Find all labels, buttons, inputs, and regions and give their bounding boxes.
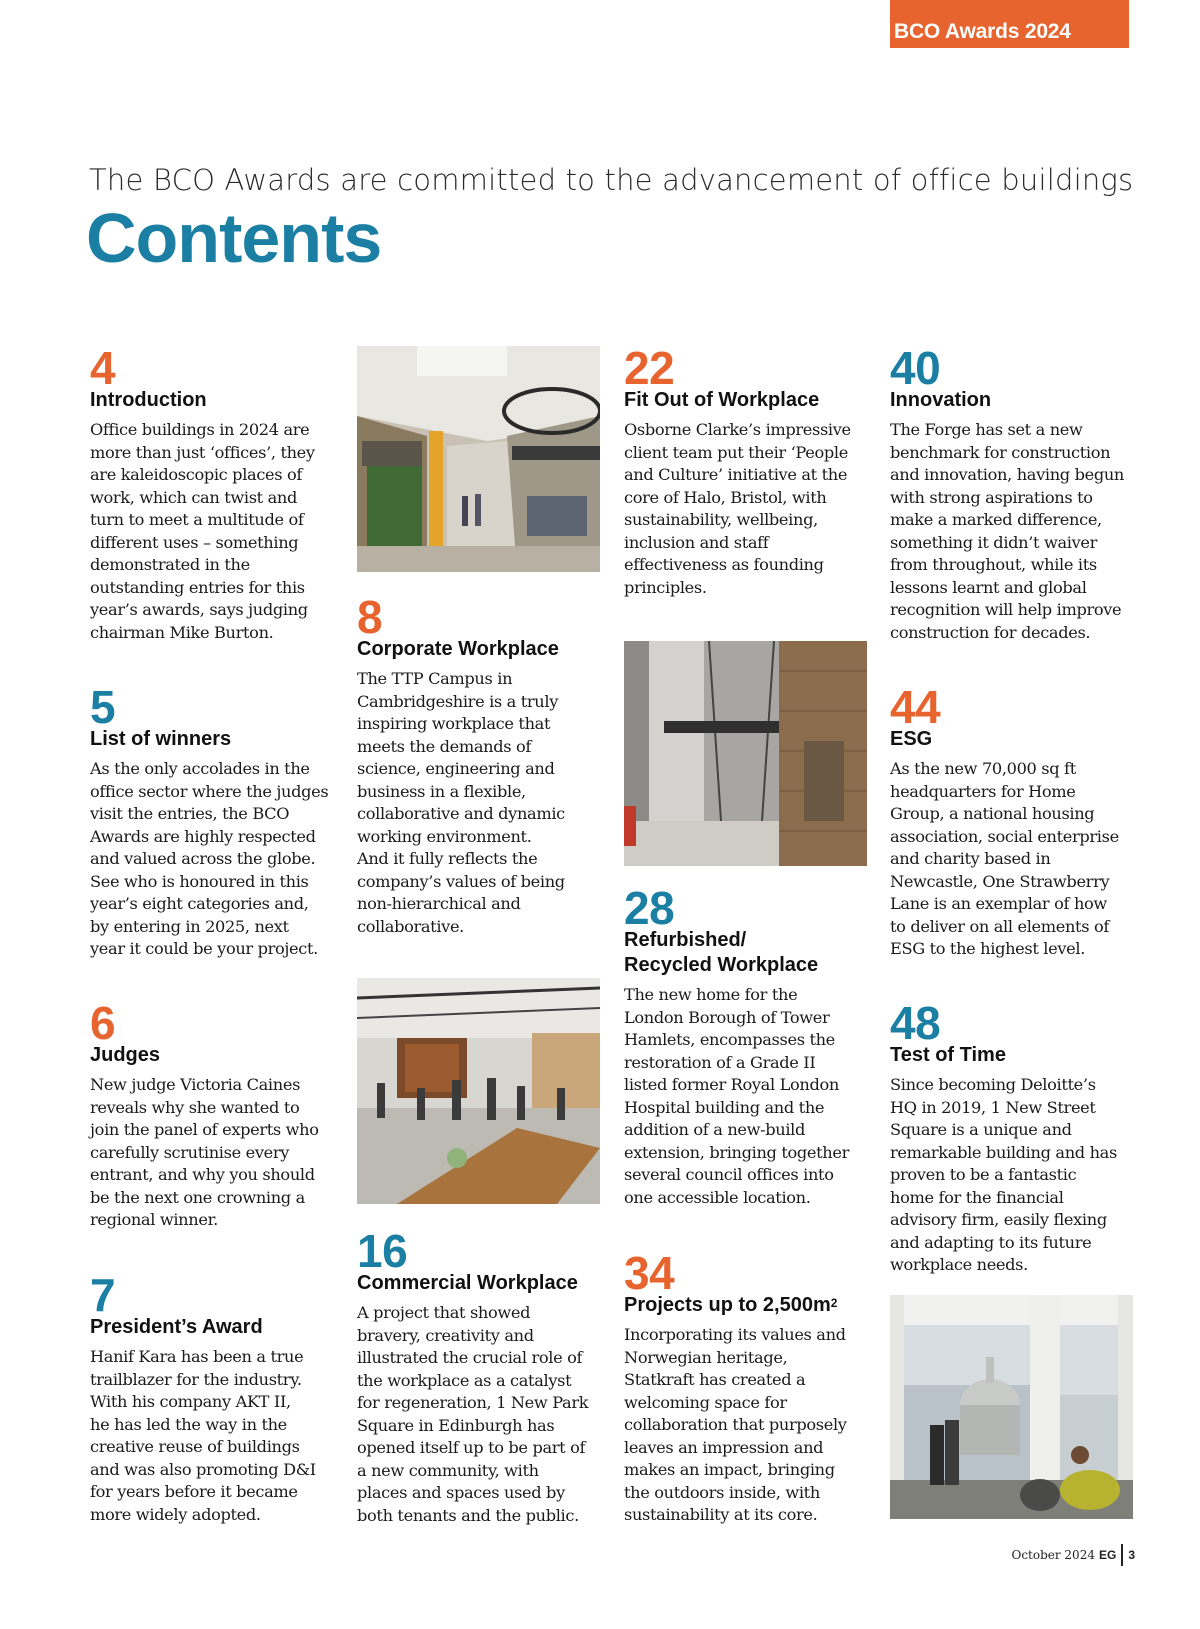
entry-description: As the only accolades in the office sector where the judges visit the entries, the BCO Awards are highly respected and valued across the globe. See who is honoured in this year’s eight categories and, by entering in 2025, next year it could be your project. [90, 759, 329, 958]
entry-description: As the new 70,000 sq ft headquarters for Home Group, a national housing association, social enterprise and charity based in Newcastle, One Strawberry Lane is an exemplar of how to deliver on all elements of ESG to the highest level. [890, 759, 1119, 958]
entry-introduction[interactable] [90, 342, 350, 644]
entry-heading: Innovation [890, 389, 992, 411]
entry-heading [624, 1293, 884, 1318]
entry-heading: Commercial Workplace [357, 1272, 578, 1294]
heading-text: Projects up to 2,500m [624, 1294, 831, 1316]
entry-description: Incorporating its values and Norwegian heritage, Statkraft has created a welcoming space for collaboration that purposely leaves an impression and makes an impact, bringing the outdoors inside, with sustainability at its core. [624, 1325, 847, 1524]
page-number: 34 [624, 1247, 675, 1299]
entry-heading: List of winners [90, 728, 232, 750]
page-number: 8 [357, 591, 383, 643]
entry-heading: Introduction [90, 389, 207, 411]
entry-description: The new home for the London Borough of Tower Hamlets, encompasses the restoration of a Grade II listed former Royal London Hospital building and the addition of a new-build extension, bringing together several council offices into one accessible location. [624, 985, 849, 1207]
page-number: 44 [890, 681, 941, 733]
page-number: 40 [890, 342, 941, 394]
entry-heading: Test of Time [890, 1044, 1006, 1066]
page-number: 48 [890, 997, 941, 1049]
entry-description: A project that showed bravery, creativity and illustrated the crucial role of the workplace as a catalyst for regeneration, 1 New Park Square in Edinburgh has opened itself up to be part of a new community, with places and spaces used by both tenants and the public. [357, 1303, 589, 1525]
page-number: 5 [90, 681, 116, 733]
entry-heading: President’s Award [90, 1316, 263, 1338]
page-number: 4 [90, 342, 116, 394]
footer-divider [1121, 1544, 1123, 1566]
entry-description: Hanif Kara has been a true trailblazer for the industry. With his company AKT II, he has led the way in the creative reuse of buildings and was also promoting D&I for years before it became more widely adopted. [90, 1347, 316, 1524]
entry-description: Osborne Clarke’s impressive client team put their ‘People and Culture’ initiative at the core of Halo, Bristol, with sustainability, wellbeing, inclusion and staff effectiveness as founding principles. [624, 420, 851, 597]
entry-presidents-award[interactable] [90, 1269, 350, 1526]
corporate-workplace-photo [357, 346, 600, 572]
entry-test-of-time[interactable] [890, 997, 1150, 1277]
section-tab: BCO Awards 2024 [890, 0, 1129, 48]
magazine-name: EG [1098, 1548, 1117, 1562]
footer-date: October 2024 [1011, 1548, 1095, 1562]
page-number: 22 [624, 342, 675, 394]
page-number: 7 [90, 1269, 116, 1321]
entry-commercial-workplace[interactable] [357, 1225, 617, 1527]
test-of-time-photo [890, 1295, 1133, 1519]
entry-heading: Corporate Workplace [357, 638, 559, 660]
entry-list-of-winners[interactable] [90, 681, 350, 961]
entry-description: Office buildings in 2024 are more than just ‘offices’, they are kaleidoscopic places of work, which can twist and turn to meet a multitude of different uses – something demonstrated in the outstanding entries for this year’s awards, says judging chairman Mike Burton. [90, 420, 315, 642]
entry-heading: ESG [890, 728, 933, 750]
entry-esg[interactable] [890, 681, 1150, 961]
entry-corporate-workplace[interactable] [357, 591, 612, 938]
entry-refurbished-recycled-workplace[interactable] [624, 882, 884, 1209]
entry-description: The Forge has set a new benchmark for construction and innovation, having begun with strong aspirations to make a marked difference, something it didn’t waiver from throughout, while its lessons learnt and global recognition will help improve construction for decades. [890, 420, 1124, 642]
entry-description: The TTP Campus in Cambridgeshire is a truly inspiring workplace that meets the demands of science, engineering and business in a flexible, collaborative and dynamic working environment. And it fully reflects the company’s values of being non-hierarchical and collaborative. [357, 669, 565, 936]
footer-page-number: 3 [1128, 1548, 1135, 1562]
entry-description: Since becoming Deloitte’s HQ in 2019, 1 New Street Square is a unique and remarkable building and has proven to be a fantastic home for the financial advisory firm, easily flexing and adapting to its future workplace needs. [890, 1075, 1117, 1274]
refurbished-workplace-photo [624, 641, 867, 866]
entry-fit-out-of-workplace[interactable] [624, 342, 884, 599]
entry-heading: Judges [90, 1044, 161, 1066]
commercial-workplace-photo [357, 978, 600, 1204]
entry-description: New judge Victoria Caines reveals why she wanted to join the panel of experts who carefully scrutinise every entrant, and why you should be the next one crowning a regional winner. [90, 1075, 319, 1229]
entry-projects-up-to-2500m2[interactable] [624, 1247, 884, 1527]
page-kicker: The BCO Awards are committed to the advancement of office buildings [89, 163, 1134, 197]
page-number: 6 [90, 997, 116, 1049]
entry-heading: Refurbished/ Recycled Workplace [624, 929, 819, 976]
page-title: Contents [86, 199, 382, 277]
entry-heading: Fit Out of Workplace [624, 389, 820, 411]
entry-judges[interactable] [90, 997, 350, 1232]
entry-innovation[interactable] [890, 342, 1150, 644]
page-number: 28 [624, 882, 675, 934]
page-footer [1011, 1544, 1135, 1566]
page-number: 16 [357, 1225, 408, 1277]
heading-superscript: 2 [830, 1296, 838, 1310]
